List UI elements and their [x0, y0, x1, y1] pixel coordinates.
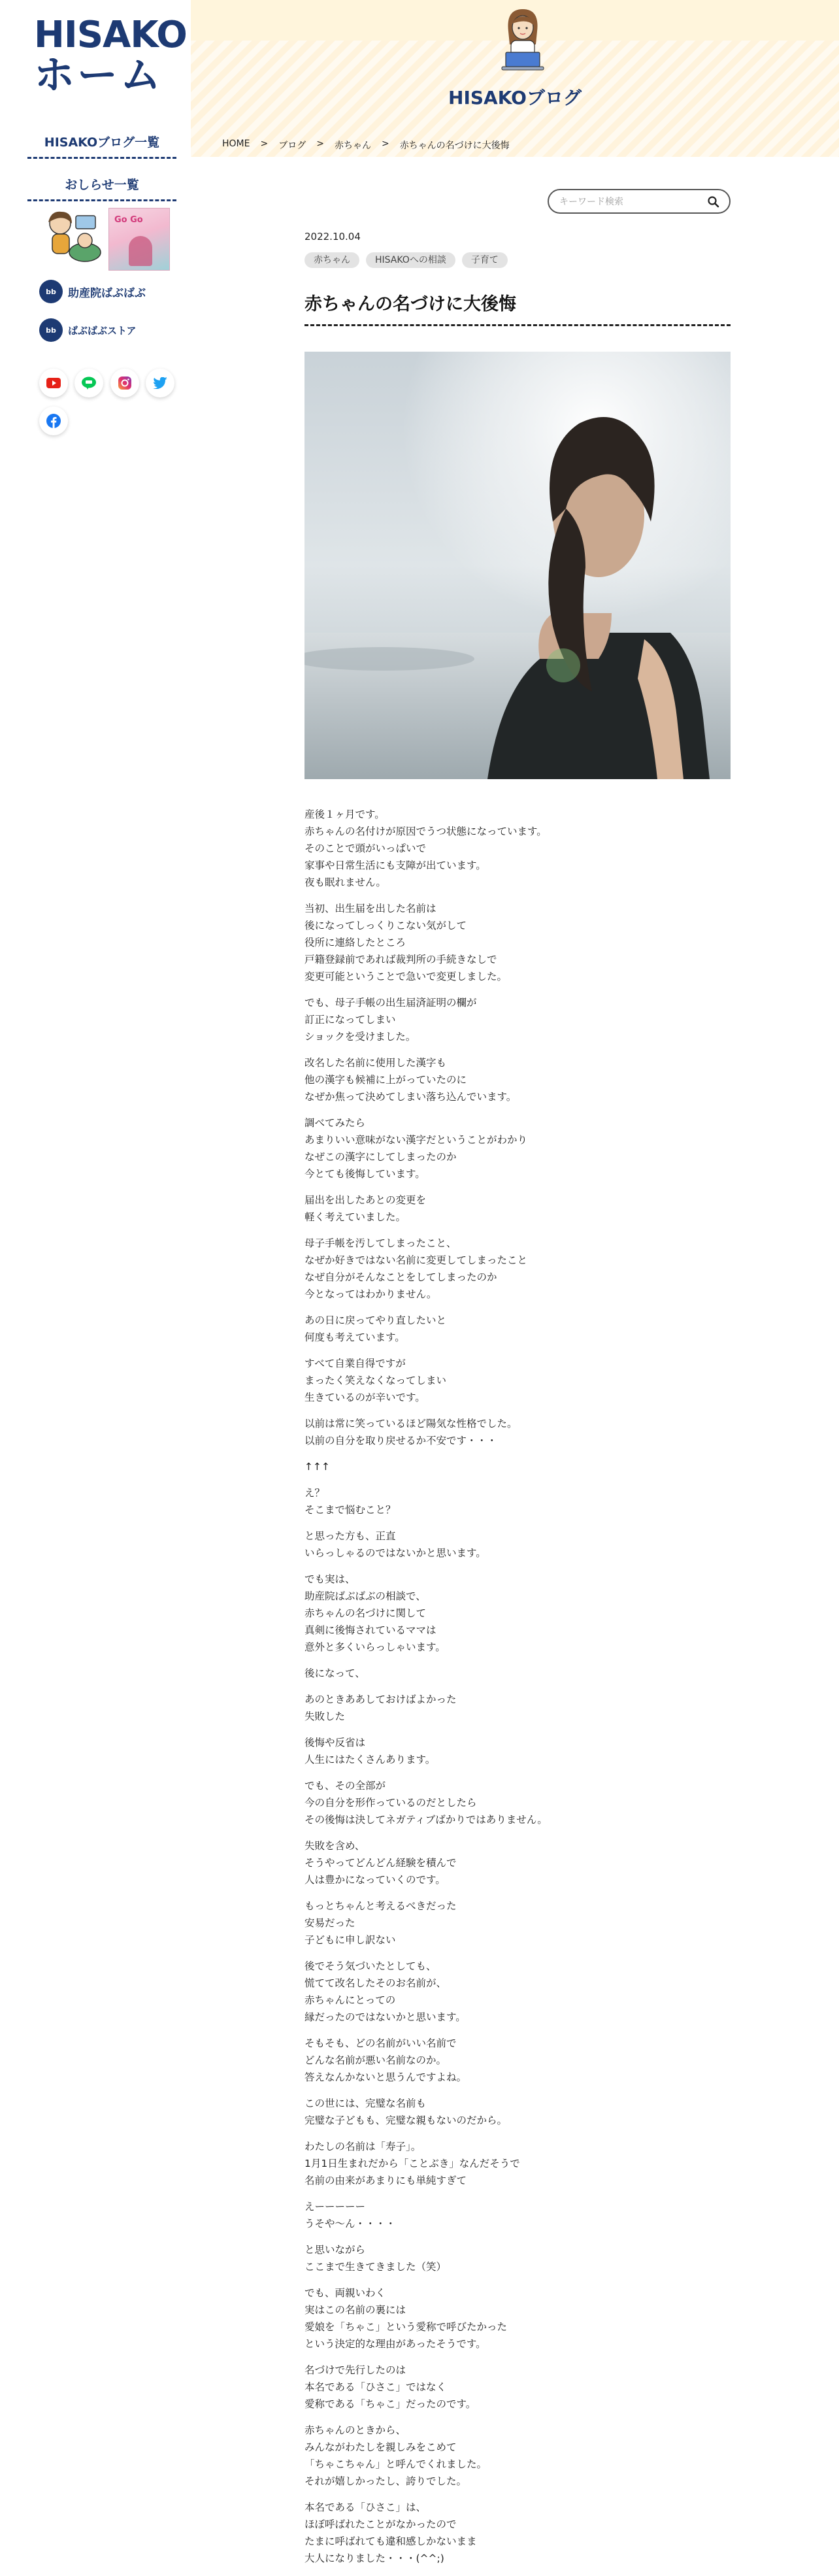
- article-paragraph: あの日に戻ってやり直したいと 何度も考えています。: [304, 1314, 447, 1343]
- babubabu-store-logo-icon: bb: [39, 318, 63, 342]
- breadcrumb: [222, 139, 510, 152]
- magazine-banner[interactable]: [108, 208, 170, 271]
- article-paragraph: 後になって、: [304, 1667, 365, 1679]
- sidebar-link-blog-list[interactable]: HISAKOブログ一覧: [27, 133, 176, 159]
- facebook-icon: [46, 414, 61, 428]
- article-paragraph: もっとちゃんと考えるべきだった 安易だった 子どもに申し訳ない: [304, 1900, 457, 1946]
- facebook-link[interactable]: [39, 407, 68, 435]
- tag-chip[interactable]: 子育て: [462, 252, 508, 268]
- breadcrumb-current: 赤ちゃんの名づけに大後悔: [399, 141, 510, 151]
- blog-header: [191, 0, 839, 157]
- article-paragraph: 調べてみたら あまりいい意味がない漢字だということがわかり なぜこの漢字にしてしまったのか 今とても後悔しています。: [304, 1117, 528, 1180]
- tag-chip[interactable]: 赤ちゃん: [304, 252, 359, 268]
- twitter-icon: [153, 377, 167, 389]
- sidebar: [0, 0, 191, 2518]
- breadcrumb-home[interactable]: HOME: [222, 139, 250, 149]
- mascot-banner[interactable]: [39, 207, 105, 269]
- line-icon: [82, 376, 96, 390]
- article-paragraph: 産後１ヶ月です。 赤ちゃんの名付けが原因でうつ状態になっています。 そのことで頭がいっぱいで 家事や日常生活にも支障が出ています。 夜も眠れません。: [304, 809, 547, 888]
- article-paragraph: そもそも、どの名前がいい名前で どんな名前が悪い名前なのか。 答えなんかないと思うんですよね。: [304, 2037, 467, 2083]
- article-paragraph: すべて自業自得ですが まったく笑えなくなってしまい 生きているのが辛いです。: [304, 1358, 447, 1403]
- post-date: 2022.10.04: [304, 231, 361, 243]
- magazine-title: Go Go: [114, 215, 143, 225]
- article-paragraph: と思いながら ここまで生きてきました（笑）: [304, 2244, 447, 2273]
- article-paragraph: 以前は常に笑っているほど陽気な性格でした。 以前の自分を取り戻せるか不安です・・・: [304, 1418, 518, 1447]
- article-paragraph: でも、両親いわく 実はこの名前の裏には 愛娘を「ちゃこ」という愛称で呼びたかった という決定的な理由があったそうです。: [304, 2287, 508, 2350]
- article-paragraph: 後悔や反省は 人生にはたくさんあります。: [304, 1737, 436, 1765]
- link-josanin-babubabu[interactable]: [39, 280, 146, 303]
- hero-photo: [304, 352, 731, 779]
- article-paragraph: 本名である「ひさこ」は、 ほぼ呼ばれたことがなかったので たまに呼ばれても違和感しかないまま 大人になりました・・・(^^;): [304, 2501, 477, 2564]
- page-title: HISAKOブログ: [448, 87, 582, 109]
- instagram-icon: [118, 376, 131, 390]
- article-paragraph: 赤ちゃんのときから、 みんながわたしを親しみをこめて 「ちゃこちゃん」と呼んでくれました。 それが嬉しかったし、誇りでした。: [304, 2424, 487, 2487]
- post-tags: [304, 252, 508, 268]
- breadcrumb-category[interactable]: 赤ちゃん: [334, 141, 371, 151]
- article-paragraph: ↑↑↑: [304, 1461, 330, 1473]
- tag-chip[interactable]: HISAKOへの相談: [366, 252, 455, 268]
- sidebar-link-news-list[interactable]: おしらせ一覧: [27, 175, 176, 201]
- breadcrumb-separator: >: [381, 139, 389, 149]
- article-paragraph: わたしの名前は「寿子」。 1月1日生まれだから「ことぶき」なんだそうで 名前の由来があまりにも単純すぎて: [304, 2141, 520, 2186]
- youtube-link[interactable]: [39, 369, 68, 397]
- article-paragraph: えーーーーー うそや〜ん・・・・: [304, 2201, 396, 2230]
- article-paragraph: 失敗を含め、 そうやってどんどん経験を積んで 人は豊かになっていくのです。: [304, 1840, 457, 1886]
- brand-label-store: ばぶばぶストア: [68, 324, 137, 337]
- instagram-link[interactable]: [110, 369, 139, 397]
- article-paragraph: でも実は、 助産院ばぶばぶの相談で、 赤ちゃんの名づけに関して 真剣に後悔されているママは 意外と多くいらっしゃいます。: [304, 1573, 446, 1653]
- article-paragraph: 後でそう気づいたとしても、 慌てて改名したそのお名前が、 赤ちゃんにとっての 縁だったのではないかと思います。: [304, 1960, 466, 2023]
- twitter-link[interactable]: [146, 369, 174, 397]
- breadcrumb-blog[interactable]: ブログ: [278, 141, 306, 151]
- article-paragraph: あのときああしておけばよかった 失敗した: [304, 1694, 457, 1722]
- brand-label-josanin: 助産院ばぶばぶ: [68, 286, 146, 300]
- breadcrumb-separator: >: [260, 139, 269, 149]
- search-icon[interactable]: [707, 195, 720, 209]
- site-logo[interactable]: [34, 14, 187, 99]
- youtube-icon: [46, 378, 61, 388]
- post-title: 赤ちゃんの名づけに大後悔: [304, 290, 731, 326]
- search-box: [548, 189, 731, 214]
- article-paragraph: 母子手帳を汚してしまったこと、 なぜか好きではない名前に変更してしまったこと なぜ自分がそんなことをしてしまったのか 今となってはわかりません。: [304, 1237, 528, 1300]
- logo-line-2: ホーム: [34, 51, 164, 99]
- logo-line-1: HISAKO: [34, 14, 187, 56]
- article-paragraph: でも、母子手帳の出生届済証明の欄が 訂正になってしまい ショックを受けました。: [304, 997, 477, 1043]
- article-paragraph: 名づけで先行したのは 本名である「ひさこ」ではなく 愛称である「ちゃこ」だったのです。: [304, 2364, 476, 2410]
- article-paragraph: と思った方も、正直 いらっしゃるのではないかと思います。: [304, 1530, 486, 1559]
- line-link[interactable]: [74, 369, 103, 397]
- article-body: [304, 806, 731, 2576]
- search-input[interactable]: [559, 195, 703, 209]
- article-paragraph: 届出を出したあとの変更を 軽く考えていました。: [304, 1194, 427, 1223]
- article-paragraph: この世には、完璧な名前も 完璧な子どもも、完璧な親もないのだから。: [304, 2098, 508, 2126]
- babubabu-logo-icon: bb: [39, 280, 63, 303]
- magazine-figure: [129, 236, 152, 266]
- mascot-laptop-illustration: [499, 5, 546, 73]
- article-paragraph: 当初、出生届を出した名前は 後になってしっくりこない気がして 役所に連絡したところ 戸籍登録前であれば裁判所の手続きなしで 変更可能ということで急いで変更しました。: [304, 903, 508, 982]
- breadcrumb-separator: >: [316, 139, 324, 149]
- article-paragraph: え？ そこまで悩むこと？: [304, 1487, 396, 1516]
- article-paragraph: 改名した名前に使用した漢字も 他の漢字も候補に上がっていたのに なぜか焦って決めてしまい落ち込んでいます。: [304, 1057, 517, 1103]
- link-babubabu-store[interactable]: [39, 318, 137, 342]
- article-paragraph: でも、その全部が 今の自分を形作っているのだとしたら その後悔は決してネガティブばかりではありません。: [304, 1780, 548, 1826]
